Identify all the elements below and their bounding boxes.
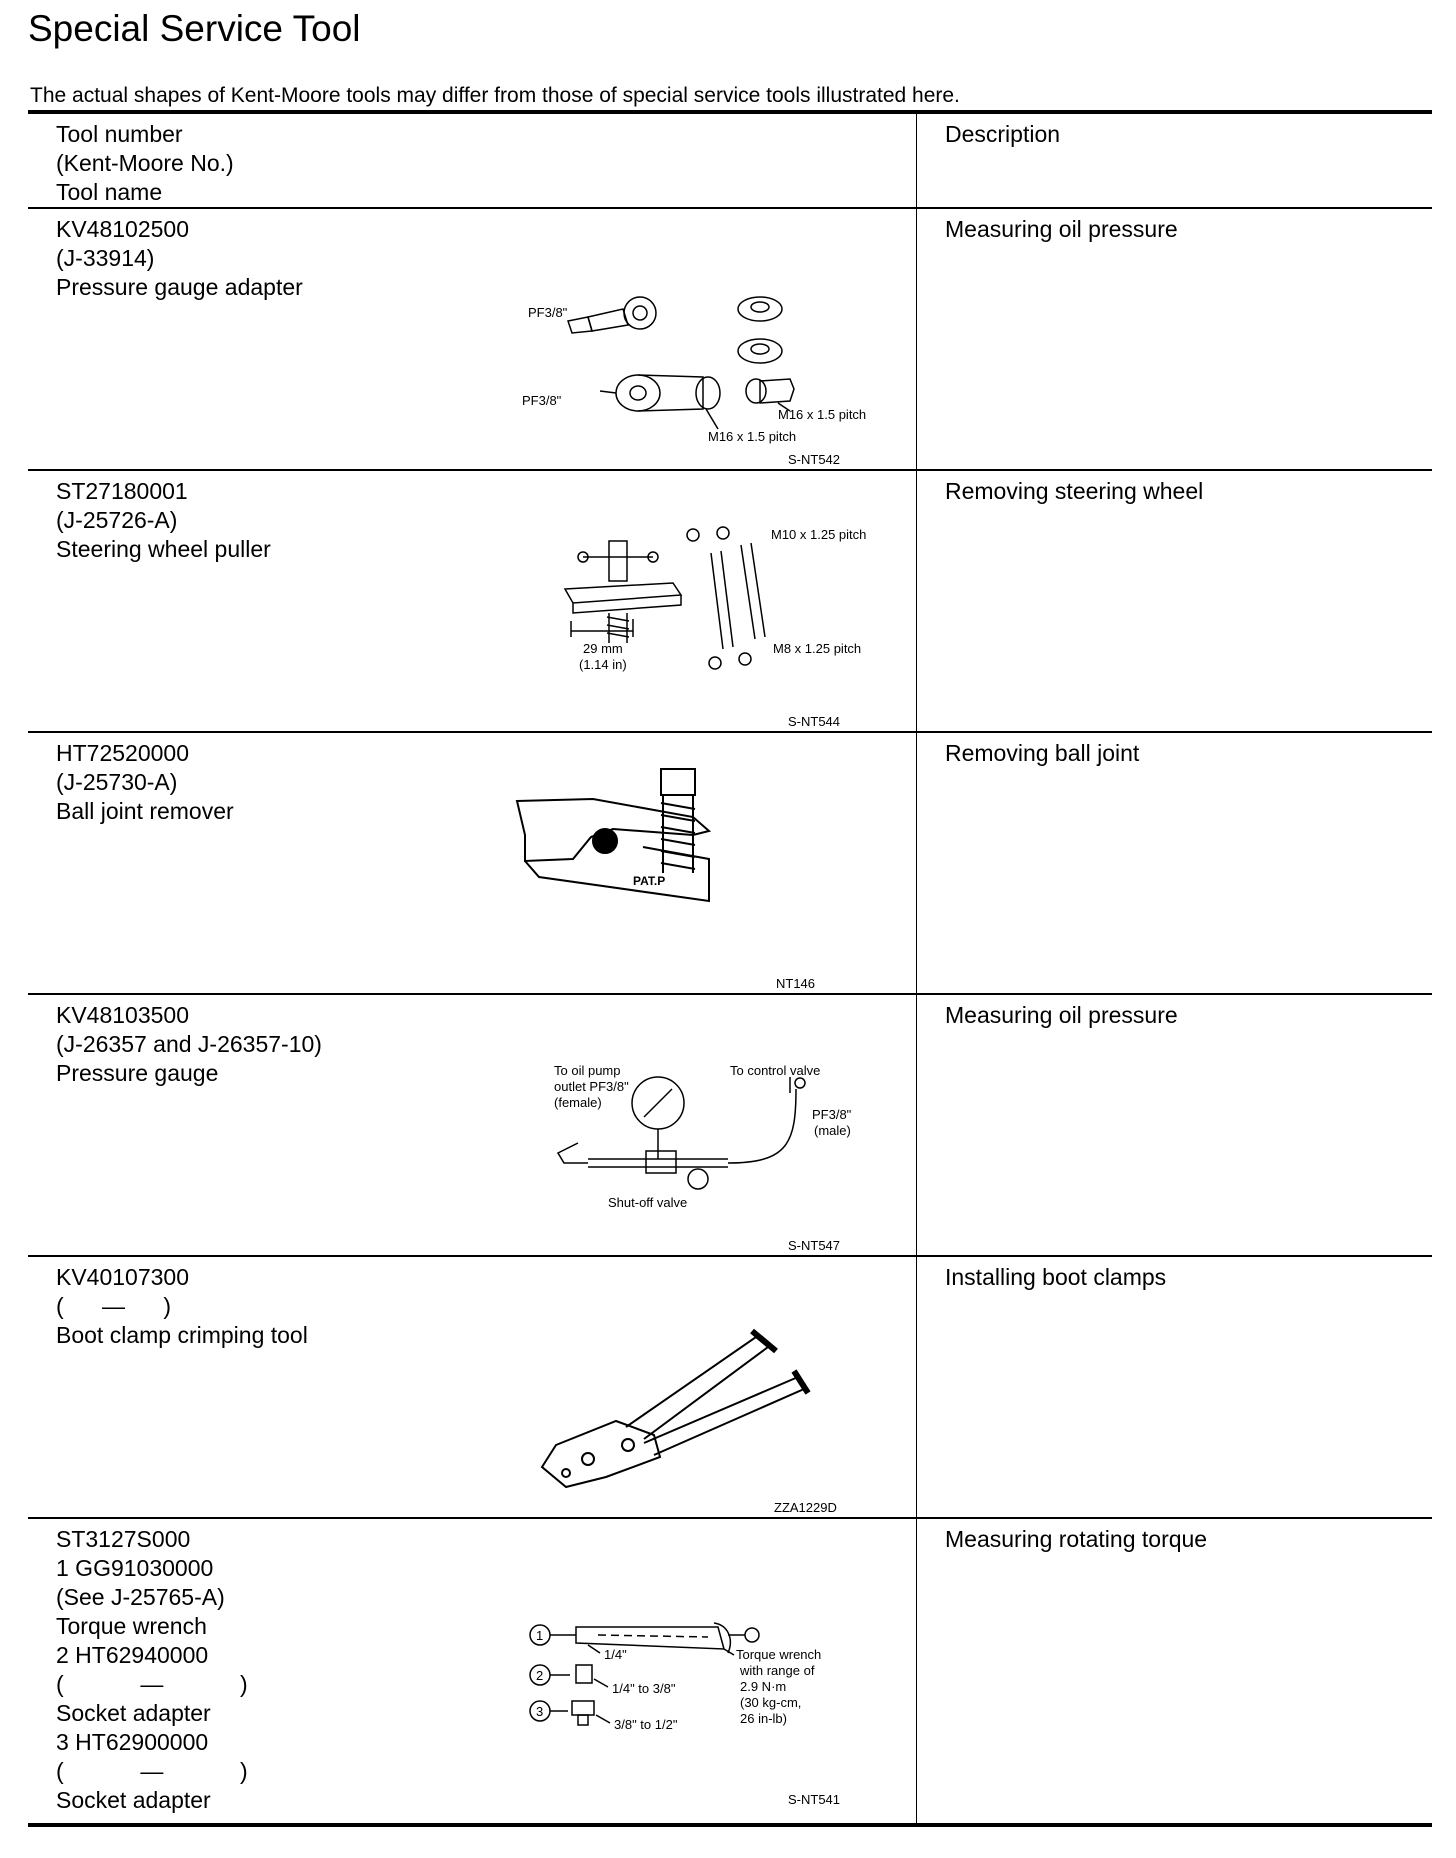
item-1-name: Torque wrench xyxy=(56,1613,207,1639)
kent-moore-number: (J-25730-A) xyxy=(56,769,178,795)
description: Measuring oil pressure xyxy=(917,994,1433,1256)
label-shutoff-valve: Shut-off valve xyxy=(608,1195,688,1210)
item-2-number: 2 HT62940000 xyxy=(56,1642,209,1668)
description: Measuring oil pressure xyxy=(917,208,1433,470)
pressure-gauge-adapter-illustration xyxy=(522,269,888,459)
tool-table xyxy=(28,110,1432,1827)
table-row xyxy=(28,208,1432,470)
label-oil-pump-1: To oil pump xyxy=(554,1063,621,1078)
page-title: Special Service Tool xyxy=(28,8,361,49)
tool-name: Ball joint remover xyxy=(56,798,234,824)
figure-id: S-NT544 xyxy=(788,714,841,729)
header-tool-column xyxy=(28,112,917,208)
header-description: Description xyxy=(945,121,1061,147)
tool-number: HT72520000 xyxy=(56,740,189,766)
label-pf38-bottom: PF3/8" xyxy=(522,393,562,408)
label-114in: (1.14 in) xyxy=(579,657,627,672)
tool-name: Steering wheel puller xyxy=(56,536,271,562)
ball-joint-remover-illustration xyxy=(513,763,753,903)
label-38-to-12: 3/8" to 1/2" xyxy=(614,1717,678,1732)
header-tool-name: Tool name xyxy=(56,179,163,205)
label-29mm: 29 mm xyxy=(583,641,623,656)
label-m10: M10 x 1.25 pitch xyxy=(771,527,867,542)
item-3-name: Socket adapter xyxy=(56,1787,211,1813)
label-14-to-38: 1/4" to 3/8" xyxy=(612,1681,676,1696)
figure-id: NT146 xyxy=(776,976,816,991)
label-oil-pump-3: (female) xyxy=(554,1095,602,1110)
label-14: 1/4" xyxy=(604,1647,627,1662)
item-1-kent-moore: (See J-25765-A) xyxy=(56,1584,225,1610)
kent-moore-number: ( — ) xyxy=(56,1293,171,1319)
table-row xyxy=(28,994,1432,1256)
figure-id: S-NT541 xyxy=(788,1792,841,1807)
table-row xyxy=(28,1518,1432,1825)
tool-number: KV48102500 xyxy=(56,216,190,242)
label-oil-pump-2: outlet PF3/8" xyxy=(554,1079,629,1094)
torque-wrench-illustration xyxy=(528,1619,888,1769)
callout-1: 1 xyxy=(536,1628,544,1643)
figure-id: ZZA1229D xyxy=(774,1500,837,1515)
description: Removing ball joint xyxy=(917,732,1433,994)
description: Removing steering wheel xyxy=(917,470,1433,732)
tool-name: Boot clamp crimping tool xyxy=(56,1322,308,1348)
tool-number: ST27180001 xyxy=(56,478,188,504)
steering-wheel-puller-illustration xyxy=(543,521,883,691)
kent-moore-number: (J-25726-A) xyxy=(56,507,178,533)
table-row xyxy=(28,470,1432,732)
item-2-kent-moore: ( — ) xyxy=(56,1671,248,1697)
label-torque-5: 26 in-lb) xyxy=(740,1711,787,1726)
label-pf38-male-2: (male) xyxy=(814,1123,851,1138)
item-2-name: Socket adapter xyxy=(56,1700,211,1726)
kent-moore-number: (J-26357 and J-26357-10) xyxy=(56,1031,322,1057)
header-kent-moore: (Kent-Moore No.) xyxy=(56,150,234,176)
table-row xyxy=(28,732,1432,994)
tool-number: ST3127S000 xyxy=(56,1526,191,1552)
label-torque-4: (30 kg-cm, xyxy=(740,1695,802,1710)
pressure-gauge-illustration xyxy=(528,1063,868,1223)
label-pf38-top: PF3/8" xyxy=(528,305,568,320)
label-torque-1: Torque wrench xyxy=(736,1647,822,1662)
callout-3: 3 xyxy=(536,1704,544,1719)
boot-clamp-crimping-tool-illustration xyxy=(536,1317,836,1497)
page-subtitle: The actual shapes of Kent-Moore tools may differ from those of special service tools illustrated here. xyxy=(30,84,960,107)
label-torque-3: 2.9 N·m xyxy=(740,1679,787,1694)
label-m16-right: M16 x 1.5 pitch xyxy=(778,407,867,422)
tool-name: Pressure gauge adapter xyxy=(56,274,303,300)
header-tool-number: Tool number xyxy=(56,121,183,147)
label-torque-2: with range of xyxy=(740,1663,815,1678)
label-m8: M8 x 1.25 pitch xyxy=(773,641,862,656)
label-control-valve: To control valve xyxy=(730,1063,821,1078)
label-m16-bottom: M16 x 1.5 pitch xyxy=(708,429,797,444)
callout-2: 2 xyxy=(536,1668,544,1683)
tool-number: KV48103500 xyxy=(56,1002,190,1028)
label-patp: PAT.P xyxy=(633,874,666,888)
tool-number: KV40107300 xyxy=(56,1264,190,1290)
label-pf38-male-1: PF3/8" xyxy=(812,1107,852,1122)
table-row xyxy=(28,1256,1432,1518)
description: Measuring rotating torque xyxy=(917,1518,1433,1825)
item-3-number: 3 HT62900000 xyxy=(56,1729,209,1755)
description: Installing boot clamps xyxy=(917,1256,1433,1518)
figure-id: S-NT542 xyxy=(788,452,841,467)
tool-name: Pressure gauge xyxy=(56,1060,219,1086)
kent-moore-number: (J-33914) xyxy=(56,245,155,271)
item-1-number: 1 GG91030000 xyxy=(56,1555,214,1581)
item-3-kent-moore: ( — ) xyxy=(56,1758,248,1784)
figure-id: S-NT547 xyxy=(788,1238,841,1253)
table-header xyxy=(28,112,1432,208)
